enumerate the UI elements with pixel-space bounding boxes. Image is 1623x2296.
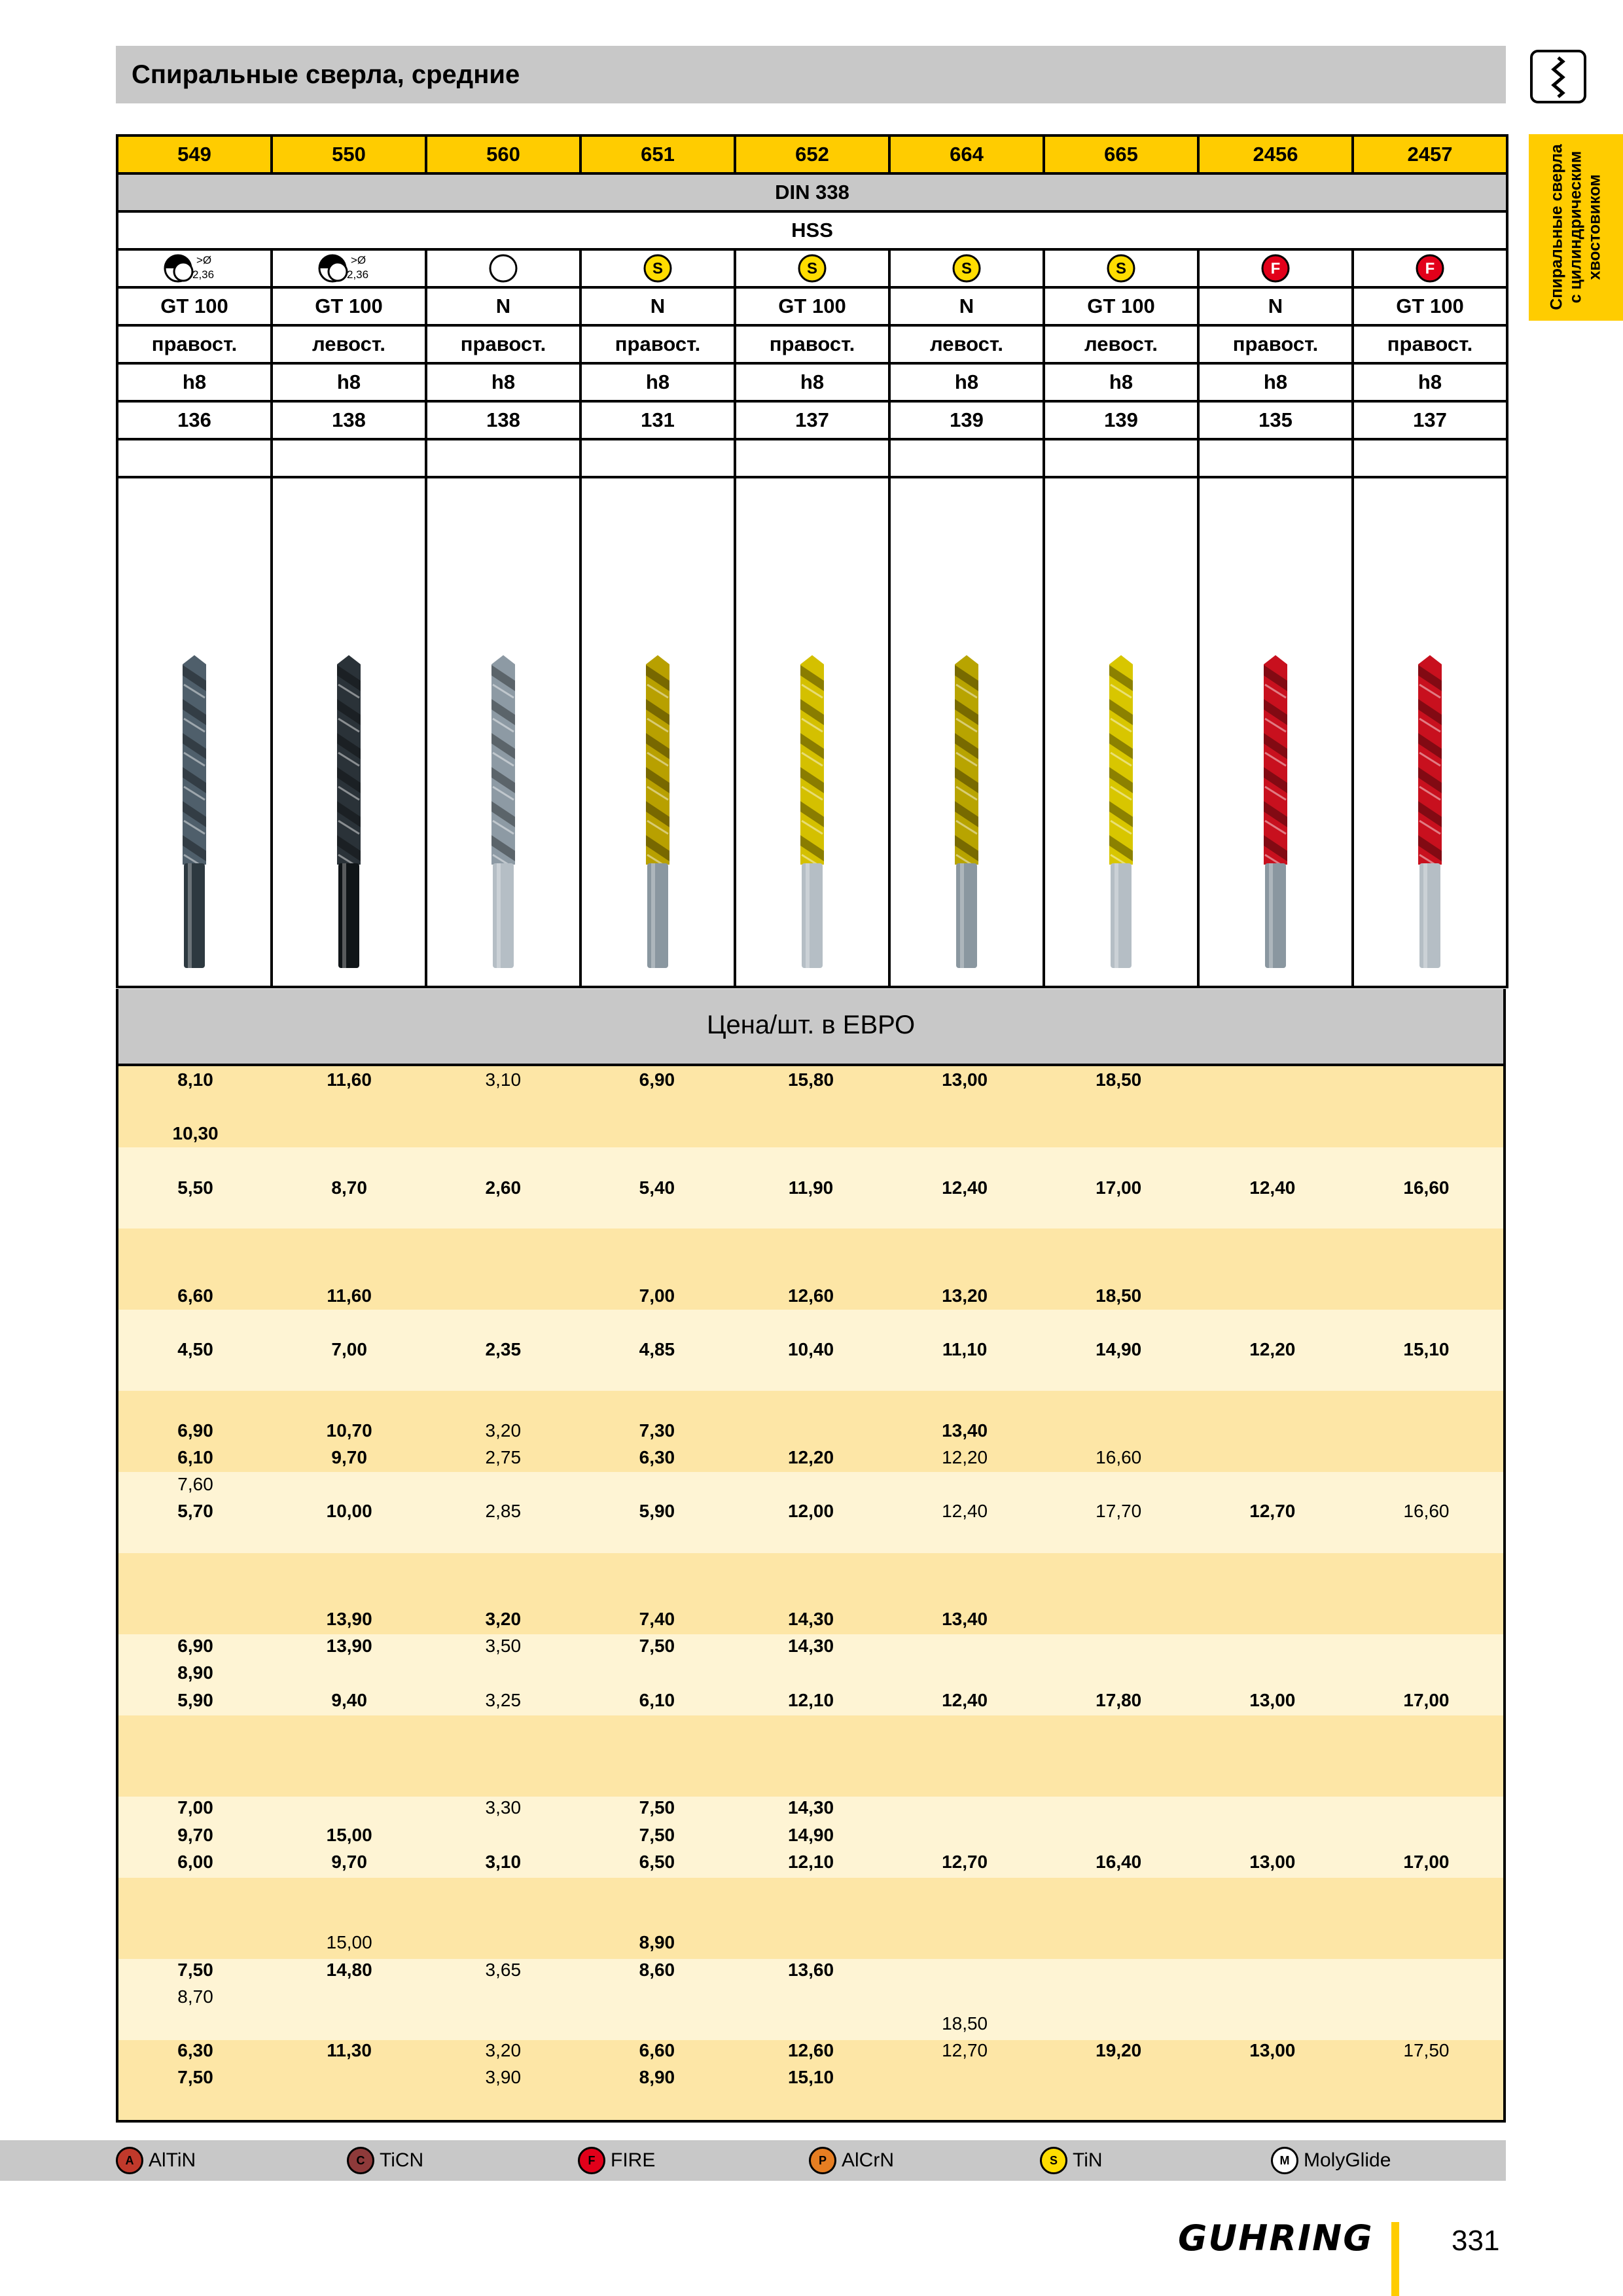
price-value: 9,40 <box>331 1689 367 1710</box>
price-value: 10,70 <box>326 1420 372 1441</box>
price-value: 7,00 <box>639 1285 675 1306</box>
tolerance-cell: h8 <box>272 363 426 401</box>
price-line <box>118 2037 1503 2064</box>
twist-drill-image <box>329 655 368 969</box>
twist-drill-image <box>793 655 832 969</box>
side-tab-line-2: с цилиндрическим <box>1566 151 1585 304</box>
page-ref-cell: 139 <box>889 401 1044 439</box>
type-cell: N <box>580 287 735 325</box>
price-line <box>118 1794 1503 1821</box>
price-value: 12,20 <box>942 1446 988 1467</box>
price-value: 8,60 <box>639 1959 675 1980</box>
altin-coating-icon: A <box>116 2147 143 2174</box>
price-value: 9,70 <box>331 1446 367 1467</box>
empty-cell <box>1198 439 1353 477</box>
price-value: 12,10 <box>787 1689 834 1710</box>
price-value: 12,70 <box>942 2040 988 2061</box>
article-number-row <box>117 135 1507 173</box>
price-value: 16,60 <box>1403 1177 1450 1198</box>
coating-icon-cell <box>1353 249 1507 287</box>
spec-table <box>116 134 1508 988</box>
price-value: 18,50 <box>942 2013 988 2034</box>
tolerance-cell: h8 <box>889 363 1044 401</box>
twist-drill-image <box>484 655 523 969</box>
price-value: 6,10 <box>177 1446 213 1467</box>
price-value: 17,00 <box>1096 1177 1142 1198</box>
price-line <box>118 1066 1503 1093</box>
price-value: 4,50 <box>177 1339 213 1359</box>
coating-icon-cell <box>1044 249 1198 287</box>
price-value: 17,00 <box>1403 1689 1450 1710</box>
price-value: 13,00 <box>1249 2040 1296 2061</box>
price-line <box>118 1444 1503 1471</box>
direction-cell: левост. <box>889 325 1044 363</box>
price-value: 6,30 <box>639 1446 675 1467</box>
fire-coating-icon <box>1394 252 1466 285</box>
price-line <box>118 1120 1503 1147</box>
type-cell: GT 100 <box>735 287 889 325</box>
tin-coating-icon <box>1085 252 1157 285</box>
twist-drill-image <box>1256 655 1295 969</box>
twist-drill-image <box>1410 655 1450 969</box>
price-line <box>118 1174 1503 1201</box>
price-value: 8,90 <box>639 1932 675 1953</box>
price-value: 13,90 <box>326 1636 372 1657</box>
drill-image-cell <box>1198 477 1353 987</box>
material-cell: HSS <box>117 211 1507 249</box>
page-ref-cell: 137 <box>735 401 889 439</box>
twist-drill-image <box>638 655 677 969</box>
price-value: 5,40 <box>639 1177 675 1198</box>
price-value: 2,75 <box>485 1446 522 1467</box>
price-value: 7,40 <box>639 1609 675 1629</box>
price-value: 13,40 <box>942 1420 988 1441</box>
price-value: 3,20 <box>485 1609 522 1629</box>
article-number-cell: 2457 <box>1353 135 1507 173</box>
tolerance-cell: h8 <box>735 363 889 401</box>
empty-cell <box>1353 439 1507 477</box>
tin-coating-icon <box>776 252 848 285</box>
diameter-value: 2,36 <box>347 268 369 281</box>
price-line <box>118 1821 1503 1848</box>
price-value: 14,30 <box>787 1797 834 1818</box>
type-cell: GT 100 <box>1353 287 1507 325</box>
price-value: 11,60 <box>327 1285 372 1306</box>
twist-drill-image <box>175 655 214 969</box>
price-value: 7,50 <box>177 1959 213 1980</box>
diameter-value: 2,36 <box>192 268 215 281</box>
price-value: 8,70 <box>177 1986 213 2007</box>
fire-coating-icon <box>1240 252 1311 285</box>
coating-letter: S <box>961 260 972 278</box>
direction-cell: правост. <box>426 325 580 363</box>
drill-image-row <box>117 477 1507 987</box>
page-title: Спиральные сверла, средние <box>116 46 1506 103</box>
price-value: 5,70 <box>177 1501 213 1522</box>
drill-category-icon <box>1529 48 1588 105</box>
article-number-cell: 665 <box>1044 135 1198 173</box>
side-tab-line-3: хвостовиком <box>1585 174 1604 280</box>
price-header: Цена/шт. в ЕВРО <box>116 989 1506 1066</box>
price-value: 8,10 <box>177 1069 213 1090</box>
drill-image-cell <box>889 477 1044 987</box>
coating-icon-cell <box>1198 249 1353 287</box>
drill-image-cell <box>1353 477 1507 987</box>
price-value: 11,10 <box>942 1339 988 1359</box>
price-line <box>118 1498 1503 1524</box>
direction-cell: правост. <box>580 325 735 363</box>
price-value: 12,60 <box>787 1285 834 1306</box>
type-cell: GT 100 <box>1044 287 1198 325</box>
price-value: 5,50 <box>177 1177 213 1198</box>
empty-cell <box>272 439 426 477</box>
coating-icon-cell <box>117 249 272 287</box>
empty-cell <box>735 439 889 477</box>
direction-cell: правост. <box>1198 325 1353 363</box>
ticn-coating-icon: C <box>347 2147 374 2174</box>
tin-coating-icon <box>622 252 694 285</box>
coating-letter: S <box>806 260 818 278</box>
price-value: 17,70 <box>1096 1501 1142 1522</box>
empty-cell <box>580 439 735 477</box>
price-value: 15,10 <box>787 2067 834 2088</box>
price-value: 2,85 <box>485 1501 522 1522</box>
coating-icon-cell <box>735 249 889 287</box>
tolerance-cell: h8 <box>580 363 735 401</box>
coating-icon-row <box>117 249 1507 287</box>
type-cell: GT 100 <box>117 287 272 325</box>
coating-letter: S <box>652 260 664 278</box>
page-ref-cell: 139 <box>1044 401 1198 439</box>
price-value: 3,20 <box>485 1420 522 1441</box>
article-number-cell: 2456 <box>1198 135 1353 173</box>
price-value: 13,90 <box>326 1609 372 1629</box>
coating-legend <box>0 2140 1506 2181</box>
legend-label: AlCrN <box>842 2149 894 2171</box>
diameter-label: >Ø <box>351 254 366 266</box>
coating-letter: F <box>1425 260 1435 278</box>
price-line <box>118 2064 1503 2090</box>
price-value: 3,65 <box>485 1959 522 1980</box>
price-value: 2,35 <box>485 1339 522 1359</box>
legend-label: TiCN <box>380 2149 424 2171</box>
price-value: 7,50 <box>639 1824 675 1845</box>
price-value: 11,30 <box>327 2040 372 2061</box>
direction-cell: правост. <box>1353 325 1507 363</box>
price-value: 7,60 <box>177 1474 213 1494</box>
type-cell: N <box>426 287 580 325</box>
page-number: 331 <box>1452 2225 1500 2257</box>
price-value: 12,20 <box>1249 1339 1296 1359</box>
article-number-cell: 549 <box>117 135 272 173</box>
page-ref-cell: 135 <box>1198 401 1353 439</box>
tolerance-cell: h8 <box>1353 363 1507 401</box>
price-value: 12,70 <box>942 1851 988 1872</box>
price-line <box>118 1471 1503 1498</box>
tolerance-cell: h8 <box>1198 363 1353 401</box>
price-line <box>118 1659 1503 1686</box>
price-value: 10,00 <box>326 1501 372 1522</box>
price-value: 15,00 <box>326 1824 372 1845</box>
price-value: 16,60 <box>1403 1501 1450 1522</box>
price-value: 12,10 <box>787 1851 834 1872</box>
price-line <box>118 1417 1503 1444</box>
price-value: 13,60 <box>787 1959 834 1980</box>
article-number-cell: 664 <box>889 135 1044 173</box>
price-value: 16,60 <box>1096 1446 1142 1467</box>
type-cell: N <box>889 287 1044 325</box>
price-value: 19,20 <box>1096 2040 1142 2061</box>
legend-label: AlTiN <box>149 2149 196 2171</box>
drill-image-cell <box>580 477 735 987</box>
price-value: 3,10 <box>485 1069 522 1090</box>
price-value: 3,20 <box>485 2040 522 2061</box>
price-value: 14,90 <box>1096 1339 1142 1359</box>
direction-row <box>117 325 1507 363</box>
price-value: 17,00 <box>1403 1851 1450 1872</box>
price-value: 3,25 <box>485 1689 522 1710</box>
page-ref-cell: 138 <box>272 401 426 439</box>
direction-cell: правост. <box>735 325 889 363</box>
price-value: 7,50 <box>177 2067 213 2088</box>
page-ref-cell: 137 <box>1353 401 1507 439</box>
price-value: 18,50 <box>1096 1069 1142 1090</box>
side-tab[interactable] <box>1529 134 1623 321</box>
price-line <box>118 1956 1503 1983</box>
type-cell: GT 100 <box>272 287 426 325</box>
tin-coating-icon: S <box>1040 2147 1067 2174</box>
legend-label: FIRE <box>611 2149 656 2171</box>
price-table <box>116 1066 1506 2123</box>
price-value: 7,50 <box>639 1636 675 1657</box>
price-value: 14,80 <box>326 1959 372 1980</box>
price-value: 12,60 <box>787 2040 834 2061</box>
price-value: 8,70 <box>331 1177 367 1198</box>
direction-cell: левост. <box>1044 325 1198 363</box>
coating-icon-cell <box>272 249 426 287</box>
price-value: 11,90 <box>788 1177 834 1198</box>
direction-cell: левост. <box>272 325 426 363</box>
price-line <box>118 1929 1503 1956</box>
price-value: 13,40 <box>942 1609 988 1629</box>
price-value: 6,90 <box>177 1420 213 1441</box>
price-value: 11,60 <box>327 1069 372 1090</box>
legend-label: MolyGlide <box>1304 2149 1391 2171</box>
coating-icon-cell <box>889 249 1044 287</box>
standard-cell: DIN 338 <box>117 173 1507 211</box>
article-number-cell: 560 <box>426 135 580 173</box>
tolerance-row <box>117 363 1507 401</box>
price-value: 9,70 <box>331 1851 367 1872</box>
price-value: 3,30 <box>485 1797 522 1818</box>
price-line <box>118 1983 1503 2010</box>
empty-cell <box>889 439 1044 477</box>
price-value: 12,40 <box>1249 1177 1296 1198</box>
twist-drill-image <box>1101 655 1141 969</box>
price-value: 3,10 <box>485 1851 522 1872</box>
coating-letter: S <box>1115 260 1127 278</box>
legend-item <box>809 2140 894 2181</box>
price-value: 12,20 <box>787 1446 834 1467</box>
coating-icon-cell <box>580 249 735 287</box>
price-value: 12,00 <box>787 1501 834 1522</box>
price-value: 6,50 <box>639 1851 675 1872</box>
price-value: 4,85 <box>639 1339 675 1359</box>
legend-label: TiN <box>1073 2149 1103 2171</box>
article-number-cell: 651 <box>580 135 735 173</box>
price-value: 15,00 <box>326 1932 372 1953</box>
price-line <box>118 1632 1503 1659</box>
price-value: 14,30 <box>787 1609 834 1629</box>
price-value: 6,60 <box>177 1285 213 1306</box>
price-value: 13,20 <box>942 1285 988 1306</box>
legend-item <box>347 2140 423 2181</box>
price-value: 9,70 <box>177 1824 213 1845</box>
price-value: 18,50 <box>1096 1285 1142 1306</box>
brand-logo: GUHRING <box>1178 2217 1374 2259</box>
article-number-cell: 652 <box>735 135 889 173</box>
tolerance-cell: h8 <box>1044 363 1198 401</box>
side-tab-line-1: Спиральные сверла <box>1547 144 1566 310</box>
price-line <box>118 1336 1503 1363</box>
type-row <box>117 287 1507 325</box>
alcrn-coating-icon: P <box>809 2147 836 2174</box>
price-value: 12,40 <box>942 1177 988 1198</box>
tin-coating-icon <box>931 252 1003 285</box>
page-ref-cell: 131 <box>580 401 735 439</box>
price-value: 16,40 <box>1096 1851 1142 1872</box>
drill-image-cell <box>117 477 272 987</box>
price-value: 7,50 <box>639 1797 675 1818</box>
empty-row <box>117 439 1507 477</box>
drill-image-cell <box>735 477 889 987</box>
price-value: 15,80 <box>787 1069 834 1090</box>
diameter-label: >Ø <box>196 254 212 266</box>
tolerance-cell: h8 <box>426 363 580 401</box>
half-circle-icon <box>313 252 385 285</box>
tolerance-cell: h8 <box>117 363 272 401</box>
price-value: 13,00 <box>942 1069 988 1090</box>
drill-image-cell <box>272 477 426 987</box>
material-row <box>117 211 1507 249</box>
legend-item <box>578 2140 655 2181</box>
standard-row <box>117 173 1507 211</box>
price-value: 6,60 <box>639 2040 675 2061</box>
molyglide-coating-icon: M <box>1271 2147 1298 2174</box>
price-value: 5,90 <box>177 1689 213 1710</box>
price-value: 7,00 <box>331 1339 367 1359</box>
page-ref-cell: 138 <box>426 401 580 439</box>
empty-circle-icon <box>467 252 539 285</box>
price-value: 10,30 <box>172 1123 219 1144</box>
price-value: 12,40 <box>942 1689 988 1710</box>
price-line <box>118 1687 1503 1713</box>
price-line <box>118 1848 1503 1875</box>
empty-cell <box>1044 439 1198 477</box>
price-value: 6,30 <box>177 2040 213 2061</box>
type-cell: N <box>1198 287 1353 325</box>
price-value: 15,10 <box>1403 1339 1450 1359</box>
price-value: 13,00 <box>1249 1689 1296 1710</box>
price-value: 6,00 <box>177 1851 213 1872</box>
price-value: 17,50 <box>1403 2040 1450 2061</box>
price-value: 8,90 <box>177 1662 213 1683</box>
legend-item <box>1040 2140 1103 2181</box>
page-ref-cell: 136 <box>117 401 272 439</box>
coating-icon-cell <box>426 249 580 287</box>
price-value: 12,70 <box>1249 1501 1296 1522</box>
price-value: 3,90 <box>485 2067 522 2088</box>
legend-item <box>1271 2140 1391 2181</box>
drill-image-cell <box>426 477 580 987</box>
price-value: 17,80 <box>1096 1689 1142 1710</box>
price-line <box>118 1605 1503 1632</box>
price-value: 12,40 <box>942 1501 988 1522</box>
price-value: 10,40 <box>787 1339 834 1359</box>
price-value: 7,30 <box>639 1420 675 1441</box>
drill-image-cell <box>1044 477 1198 987</box>
price-value: 6,90 <box>177 1636 213 1657</box>
empty-cell <box>426 439 580 477</box>
direction-cell: правост. <box>117 325 272 363</box>
article-number-cell: 550 <box>272 135 426 173</box>
price-value: 3,50 <box>485 1636 522 1657</box>
price-line <box>118 2010 1503 2037</box>
price-row-band <box>118 1715 1503 1797</box>
price-value: 14,90 <box>787 1824 834 1845</box>
twist-drill-image <box>947 655 986 969</box>
price-value: 13,00 <box>1249 1851 1296 1872</box>
price-line <box>118 1282 1503 1309</box>
price-value: 8,90 <box>639 2067 675 2088</box>
brand-divider <box>1391 2222 1399 2296</box>
price-value: 5,90 <box>639 1501 675 1522</box>
empty-cell <box>117 439 272 477</box>
price-value: 2,60 <box>485 1177 522 1198</box>
coating-letter: F <box>1270 260 1281 278</box>
price-value: 7,00 <box>177 1797 213 1818</box>
legend-item <box>116 2140 196 2181</box>
half-circle-icon <box>158 252 230 285</box>
page-ref-row <box>117 401 1507 439</box>
price-value: 6,90 <box>639 1069 675 1090</box>
fire-coating-icon: F <box>578 2147 605 2174</box>
price-value: 14,30 <box>787 1636 834 1657</box>
price-value: 6,10 <box>639 1689 675 1710</box>
